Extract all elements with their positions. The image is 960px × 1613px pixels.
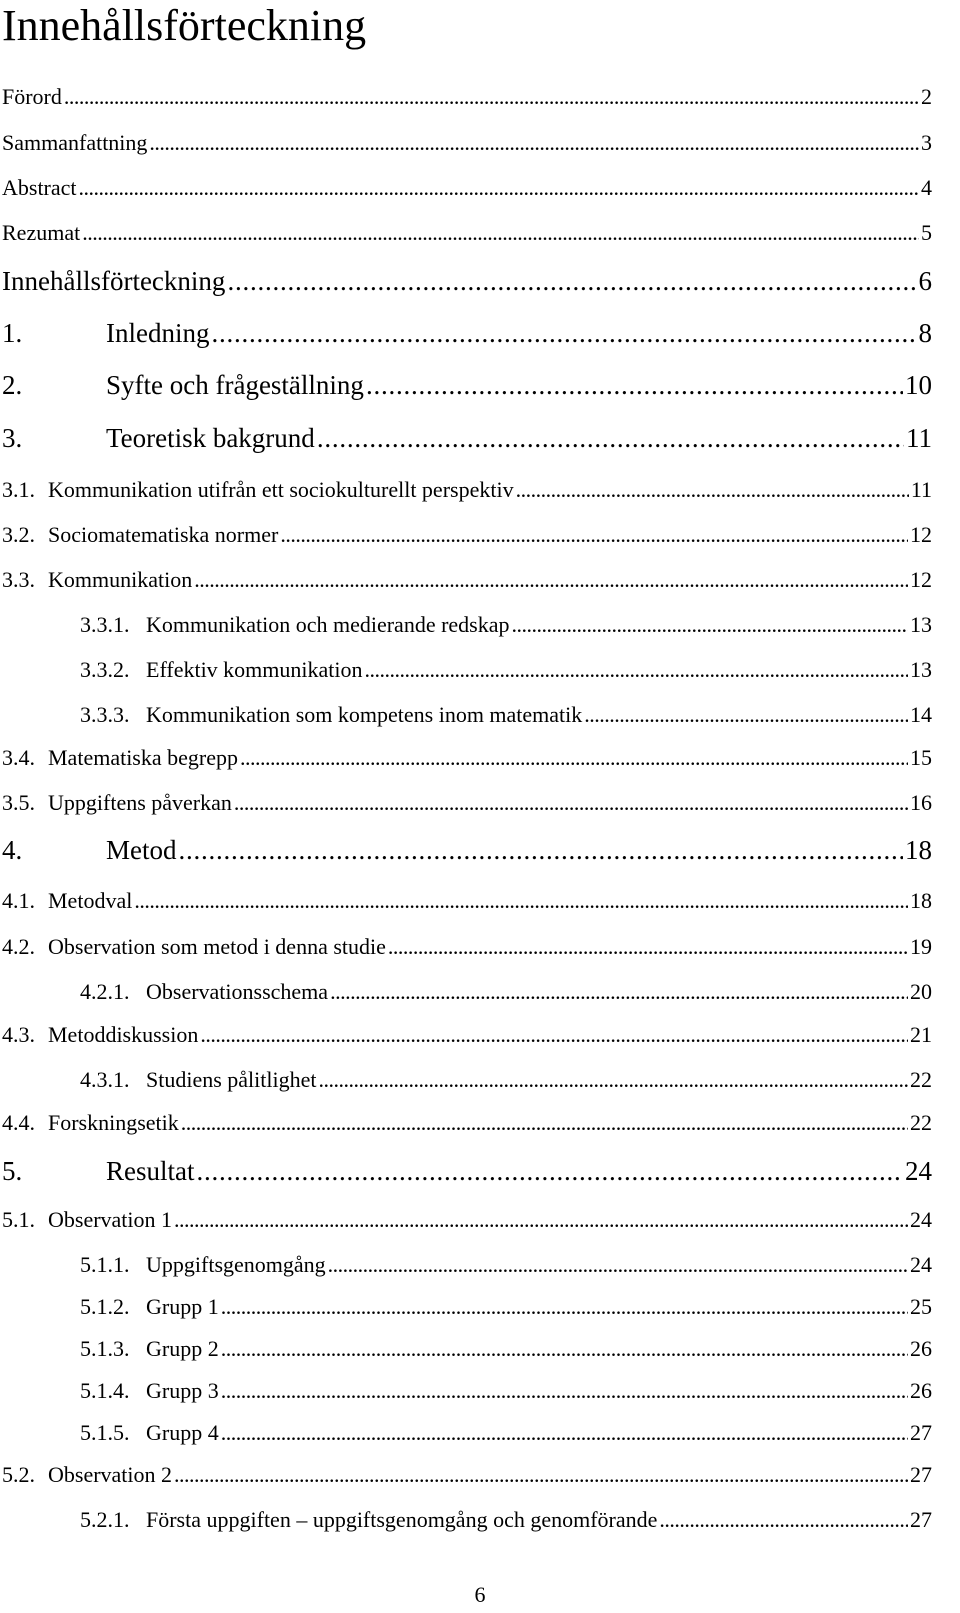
toc-entry-page: 11 xyxy=(910,477,932,502)
toc-entry-number: 3.3.3. xyxy=(80,702,130,727)
toc-entry[interactable] xyxy=(0,175,960,201)
dot-leader xyxy=(280,522,908,548)
toc-entry-title: Grupp 1 xyxy=(146,1294,219,1319)
dot-leader xyxy=(330,979,908,1005)
toc-entry-title: Kommunikation utifrån ett sociokulturellt perspektiv xyxy=(48,477,514,502)
toc-entry-page: 3 xyxy=(921,130,932,155)
toc-entry[interactable] xyxy=(0,84,960,110)
toc-entry-page: 12 xyxy=(910,522,932,547)
toc-entry-number: 5.1.5. xyxy=(80,1420,130,1445)
toc-entry[interactable] xyxy=(0,370,960,401)
dot-leader xyxy=(194,567,908,593)
toc-entry-page: 12 xyxy=(910,567,932,592)
toc-entry-page: 26 xyxy=(910,1336,932,1361)
toc-entry-page: 22 xyxy=(910,1067,932,1092)
toc-entry[interactable] xyxy=(0,790,960,816)
toc-entry-page: 27 xyxy=(910,1420,932,1445)
dot-leader xyxy=(211,318,916,349)
toc-entry-title: Inledning xyxy=(106,318,210,348)
toc-entry-page: 19 xyxy=(910,934,932,959)
toc-entry[interactable] xyxy=(0,934,960,960)
toc-entry[interactable] xyxy=(0,1462,960,1488)
dot-leader xyxy=(82,220,919,246)
toc-entry[interactable] xyxy=(0,1207,960,1233)
toc-entry-page: 4 xyxy=(921,175,932,200)
toc-entry[interactable] xyxy=(0,657,960,683)
dot-leader xyxy=(388,934,908,960)
toc-entry-page: 26 xyxy=(910,1378,932,1403)
dot-leader xyxy=(181,1110,908,1136)
toc-entry-title: Effektiv kommunikation xyxy=(146,657,363,682)
toc-entry-number: 5.1.4. xyxy=(80,1378,130,1403)
toc-entry-page: 13 xyxy=(910,657,932,682)
toc-entry-number: 4.2.1. xyxy=(80,979,130,1004)
toc-entry-page: 16 xyxy=(910,790,932,815)
dot-leader xyxy=(149,130,919,156)
toc-entry-title: Metoddiskussion xyxy=(48,1022,199,1047)
toc-entry-page: 5 xyxy=(921,220,932,245)
toc-entry-title: Innehållsförteckning xyxy=(2,266,226,296)
toc-entry-page: 2 xyxy=(921,84,932,109)
toc-entry-title: Teoretisk bakgrund xyxy=(106,423,315,453)
dot-leader xyxy=(221,1294,908,1320)
toc-entry[interactable] xyxy=(0,1067,960,1093)
toc-entry-page: 13 xyxy=(910,612,932,637)
toc-entry-title: Rezumat xyxy=(2,220,81,245)
toc-entry-page: 24 xyxy=(910,1252,932,1277)
dot-leader xyxy=(221,1378,908,1404)
toc-entry-title: Första uppgiften – uppgiftsgenomgång och genomförande xyxy=(146,1507,658,1532)
toc-entry-title: Syfte och frågeställning xyxy=(106,370,364,400)
toc-entry-number: 2. xyxy=(2,370,23,400)
dot-leader xyxy=(328,1252,908,1278)
dot-leader xyxy=(64,84,919,110)
dot-leader xyxy=(179,835,904,866)
toc-entry-page: 11 xyxy=(906,423,932,453)
dot-leader xyxy=(134,888,908,914)
toc-entry-title: Observationsschema xyxy=(146,979,329,1004)
toc-entry-number: 3.3. xyxy=(2,567,35,592)
toc-entry[interactable] xyxy=(0,835,960,866)
toc-entry[interactable] xyxy=(0,1420,960,1446)
toc-entry-title: Resultat xyxy=(106,1156,195,1186)
toc-entry[interactable] xyxy=(0,477,960,503)
toc-entry[interactable] xyxy=(0,1252,960,1278)
dot-leader xyxy=(365,657,908,683)
dot-leader xyxy=(79,175,919,201)
toc-entry[interactable] xyxy=(0,1156,960,1187)
toc-entry-page: 24 xyxy=(910,1207,932,1232)
dot-leader xyxy=(221,1420,908,1446)
toc-entry[interactable] xyxy=(0,888,960,914)
toc-entry-title: Observation 2 xyxy=(48,1462,173,1487)
toc-entry[interactable] xyxy=(0,567,960,593)
toc-entry[interactable] xyxy=(0,1294,960,1320)
toc-entry[interactable] xyxy=(0,1336,960,1362)
toc-entry-title: Observation som metod i denna studie xyxy=(48,934,386,959)
toc-entry-title: Abstract xyxy=(2,175,77,200)
toc-entry-number: 3.5. xyxy=(2,790,35,815)
toc-entry[interactable] xyxy=(0,318,960,349)
dot-leader xyxy=(317,423,904,454)
toc-entry-number: 4.2. xyxy=(2,934,35,959)
toc-entry-number: 4.4. xyxy=(2,1110,35,1135)
dot-leader xyxy=(366,370,903,401)
toc-entry-page: 22 xyxy=(910,1110,932,1135)
toc-entry-title: Grupp 2 xyxy=(146,1336,219,1361)
toc-entry-title: Studiens pålitlighet xyxy=(146,1067,317,1092)
toc-entry-page: 14 xyxy=(910,702,932,727)
toc-entry-number: 5.1.1. xyxy=(80,1252,130,1277)
toc-entry-title: Observation 1 xyxy=(48,1207,173,1232)
toc-entry-title: Sociomatematiska normer xyxy=(48,522,279,547)
toc-entry-title: Grupp 3 xyxy=(146,1378,219,1403)
toc-entry-page: 27 xyxy=(910,1507,932,1532)
toc-entry-number: 4.3.1. xyxy=(80,1067,130,1092)
toc-entry-title: Grupp 4 xyxy=(146,1420,219,1445)
toc-entry[interactable] xyxy=(0,130,960,156)
toc-entry-page: 25 xyxy=(910,1294,932,1319)
toc-entry-number: 1. xyxy=(2,318,23,348)
dot-leader xyxy=(516,477,909,503)
dot-leader xyxy=(234,790,908,816)
toc-entry-title: Kommunikation xyxy=(48,567,193,592)
dot-leader xyxy=(659,1507,908,1533)
toc-entry[interactable] xyxy=(0,702,960,728)
toc-entry-title: Kommunikation som kompetens inom matematik xyxy=(146,702,583,727)
toc-entry-number: 4.3. xyxy=(2,1022,35,1047)
toc-entry[interactable] xyxy=(0,423,960,454)
toc-entry-number: 3.3.2. xyxy=(80,657,130,682)
toc-entry[interactable] xyxy=(0,220,960,246)
toc-entry-number: 5.1. xyxy=(2,1207,35,1232)
toc-entry-page: 18 xyxy=(905,835,932,865)
toc-entry-number: 4. xyxy=(2,835,23,865)
toc-entry-number: 3.3.1. xyxy=(80,612,130,637)
toc-entry-number: 3.1. xyxy=(2,477,35,502)
toc-entry-title: Matematiska begrepp xyxy=(48,745,238,770)
dot-leader xyxy=(512,612,908,638)
toc-entry-title: Forskningsetik xyxy=(48,1110,179,1135)
toc-entry-title: Förord xyxy=(2,84,62,109)
toc-entry-number: 5.2.1. xyxy=(80,1507,130,1532)
toc-entry[interactable] xyxy=(0,522,960,548)
toc-entry-page: 10 xyxy=(905,370,932,400)
toc-entry-number: 5.1.2. xyxy=(80,1294,130,1319)
toc-entry-title: Metodval xyxy=(48,888,133,913)
toc-entry-title: Uppgiftens påverkan xyxy=(48,790,232,815)
dot-leader xyxy=(197,1156,904,1187)
toc-entry[interactable] xyxy=(0,266,960,297)
dot-leader xyxy=(584,702,908,728)
toc-entry[interactable] xyxy=(0,979,960,1005)
toc-entry-page: 18 xyxy=(910,888,932,913)
toc-entry-page: 27 xyxy=(910,1462,932,1487)
toc-entry-title: Kommunikation och medierande redskap xyxy=(146,612,510,637)
dot-leader xyxy=(240,745,908,771)
toc-entry-number: 3.4. xyxy=(2,745,35,770)
toc-entry-page: 8 xyxy=(918,318,932,348)
toc-entry-page: 24 xyxy=(905,1156,932,1186)
toc-entry-number: 4.1. xyxy=(2,888,35,913)
toc-entry-page: 15 xyxy=(910,745,932,770)
dot-leader xyxy=(200,1022,908,1048)
dot-leader xyxy=(174,1462,908,1488)
dot-leader xyxy=(221,1336,908,1362)
toc-entry-page: 6 xyxy=(918,266,932,296)
toc-entry[interactable] xyxy=(0,1378,960,1404)
toc-entry[interactable] xyxy=(0,1110,960,1136)
toc-entry-title: Metod xyxy=(106,835,177,865)
toc-entry-number: 3.2. xyxy=(2,522,35,547)
dot-leader xyxy=(174,1207,908,1233)
toc-entry-title: Sammanfattning xyxy=(2,130,148,155)
toc-entry[interactable] xyxy=(0,1507,960,1533)
toc-entry[interactable] xyxy=(0,745,960,771)
dot-leader xyxy=(227,266,916,297)
page-number: 6 xyxy=(474,1582,486,1607)
toc-entry-number: 5. xyxy=(2,1156,23,1186)
toc-entry-number: 5.1.3. xyxy=(80,1336,130,1361)
dot-leader xyxy=(319,1067,909,1093)
toc-entry-title: Uppgiftsgenomgång xyxy=(146,1252,326,1277)
toc-entry[interactable] xyxy=(0,1022,960,1048)
toc-entry-number: 3. xyxy=(2,423,23,453)
toc-entry[interactable] xyxy=(0,612,960,638)
toc-entry-page: 21 xyxy=(910,1022,932,1047)
toc-entry-page: 20 xyxy=(910,979,932,1004)
page-title: Innehållsförteckning xyxy=(2,1,367,50)
toc-entry-number: 5.2. xyxy=(2,1462,35,1487)
